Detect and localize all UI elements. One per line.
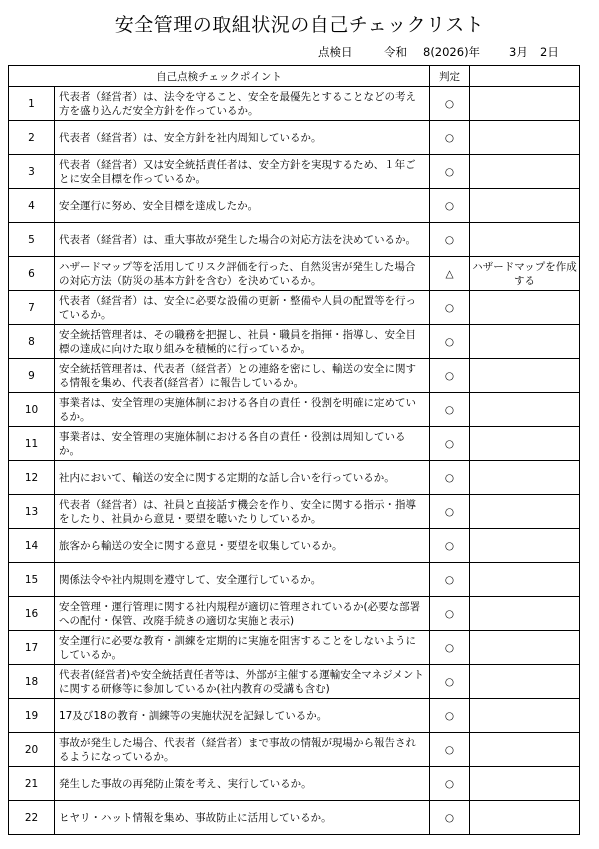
remark-cell xyxy=(470,563,580,597)
row-number: 20 xyxy=(9,733,55,767)
judge-mark: △ xyxy=(430,257,470,291)
table-row xyxy=(9,121,580,155)
remark-cell xyxy=(470,359,580,393)
header-checkpoint: 自己点検チェックポイント xyxy=(9,66,430,87)
row-number: 17 xyxy=(9,631,55,665)
checkpoint-text: 代表者（経営者）は、法令を守ること、安全を最優先とすることなどの考え方を盛り込んだ安全方針を作っているか。 xyxy=(55,87,430,121)
judge-mark: ○ xyxy=(430,427,470,461)
row-number: 14 xyxy=(9,529,55,563)
checkpoint-text: ハザードマップ等を活用してリスク評価を行った、自然災害が発生した場合の対応方法（防災の基本方針を含む）を決めているか。 xyxy=(55,257,430,291)
row-number: 3 xyxy=(9,155,55,189)
judge-mark: ○ xyxy=(430,393,470,427)
row-number: 1 xyxy=(9,87,55,121)
row-number: 22 xyxy=(9,801,55,835)
remark-cell xyxy=(470,733,580,767)
table-row xyxy=(9,529,580,563)
row-number: 10 xyxy=(9,393,55,427)
remark-cell xyxy=(470,665,580,699)
table-row xyxy=(9,155,580,189)
remark-cell xyxy=(470,393,580,427)
remark-cell xyxy=(470,189,580,223)
row-number: 16 xyxy=(9,597,55,631)
checkpoint-text: 17及び18の教育・訓練等の実施状況を記録しているか。 xyxy=(55,699,430,733)
checklist-table xyxy=(8,65,580,835)
judge-mark: ○ xyxy=(430,529,470,563)
table-row xyxy=(9,87,580,121)
judge-mark: ○ xyxy=(430,359,470,393)
judge-mark: ○ xyxy=(430,87,470,121)
remark-cell xyxy=(470,87,580,121)
judge-mark: ○ xyxy=(430,733,470,767)
header-judge: 判定 xyxy=(430,66,470,87)
row-number: 21 xyxy=(9,767,55,801)
judge-mark: ○ xyxy=(430,155,470,189)
row-number: 7 xyxy=(9,291,55,325)
row-number: 9 xyxy=(9,359,55,393)
row-number: 11 xyxy=(9,427,55,461)
judge-mark: ○ xyxy=(430,631,470,665)
remark-cell xyxy=(470,461,580,495)
table-row xyxy=(9,189,580,223)
checkpoint-text: 代表者(経営者)や安全統括責任者等は、外部が主催する運輸安全マネジメントに関する研修等に参加しているか(社内教育の受講も含む) xyxy=(55,665,430,699)
judge-mark: ○ xyxy=(430,801,470,835)
header-note xyxy=(470,66,580,87)
table-row xyxy=(9,325,580,359)
row-number: 6 xyxy=(9,257,55,291)
judge-mark: ○ xyxy=(430,563,470,597)
table-row xyxy=(9,291,580,325)
remark-cell xyxy=(470,529,580,563)
checkpoint-text: 代表者（経営者）は、社員と直接話す機会を作り、安全に関する指示・指導をしたり、社員から意見・要望を聴いたりしているか。 xyxy=(55,495,430,529)
judge-mark: ○ xyxy=(430,665,470,699)
table-row xyxy=(9,801,580,835)
checkpoint-text: 事業者は、安全管理の実施体制における各自の責任・役割を明確に定めているか。 xyxy=(55,393,430,427)
row-number: 18 xyxy=(9,665,55,699)
judge-mark: ○ xyxy=(430,325,470,359)
checkpoint-text: 代表者（経営者）は、安全に必要な設備の更新・整備や人員の配置等を行っているか。 xyxy=(55,291,430,325)
table-row xyxy=(9,393,580,427)
checkpoint-text: 社内において、輸送の安全に関する定期的な話し合いを行っているか。 xyxy=(55,461,430,495)
remark-cell xyxy=(470,427,580,461)
judge-mark: ○ xyxy=(430,699,470,733)
table-row xyxy=(9,427,580,461)
judge-mark: ○ xyxy=(430,495,470,529)
row-number: 2 xyxy=(9,121,55,155)
checkpoint-text: 安全統括管理者は、その職務を把握し、社員・職員を指揮・指導し、安全目標の達成に向けた取り組みを積極的に行っているか。 xyxy=(55,325,430,359)
table-row xyxy=(9,733,580,767)
judge-mark: ○ xyxy=(430,223,470,257)
remark-cell xyxy=(470,291,580,325)
judge-mark: ○ xyxy=(430,189,470,223)
remark-cell xyxy=(470,155,580,189)
checkpoint-text: 発生した事故の再発防止策を考え、実行しているか。 xyxy=(55,767,430,801)
checkpoint-text: 関係法令や社内規則を遵守して、安全運行しているか。 xyxy=(55,563,430,597)
row-number: 4 xyxy=(9,189,55,223)
checkpoint-text: 事業者は、安全管理の実施体制における各自の責任・役割は周知しているか。 xyxy=(55,427,430,461)
date-label: 点検日 xyxy=(318,45,353,59)
checkpoint-text: 安全運行に必要な教育・訓練を定期的に実施を阻害することをしないようにしているか。 xyxy=(55,631,430,665)
row-number: 13 xyxy=(9,495,55,529)
table-row xyxy=(9,597,580,631)
remark-cell xyxy=(470,699,580,733)
date-year: 8(2026)年 xyxy=(423,45,481,59)
row-number: 19 xyxy=(9,699,55,733)
judge-mark: ○ xyxy=(430,767,470,801)
remark-cell xyxy=(470,801,580,835)
row-number: 15 xyxy=(9,563,55,597)
date-era: 令和 xyxy=(384,45,407,59)
table-row xyxy=(9,767,580,801)
date-month: 3月 xyxy=(509,45,528,59)
judge-mark: ○ xyxy=(430,121,470,155)
row-number: 8 xyxy=(9,325,55,359)
checkpoint-text: 安全運行に努め、安全目標を達成したか。 xyxy=(55,189,430,223)
judge-mark: ○ xyxy=(430,291,470,325)
table-row xyxy=(9,699,580,733)
checkpoint-text: 代表者（経営者）は、重大事故が発生した場合の対応方法を決めているか。 xyxy=(55,223,430,257)
table-row xyxy=(9,257,580,291)
checkpoint-text: 旅客から輸送の安全に関する意見・要望を収集しているか。 xyxy=(55,529,430,563)
judge-mark: ○ xyxy=(430,597,470,631)
table-row xyxy=(9,461,580,495)
checkpoint-text: 安全管理・運行管理に関する社内規程が適切に管理されているか(必要な部署への配付・保管、改廃手続きの適切な実施と表示) xyxy=(55,597,430,631)
remark-cell: ハザードマップを作成する xyxy=(470,257,580,291)
row-number: 5 xyxy=(9,223,55,257)
table-row xyxy=(9,631,580,665)
checkpoint-text: 安全統括管理者は、代表者（経営者）との連絡を密にし、輸送の安全に関する情報を集め、代表者(経営者）に報告しているか。 xyxy=(55,359,430,393)
checkpoint-text: 代表者（経営者）又は安全統括責任者は、安全方針を実現するため、１年ごとに安全目標を作っているか。 xyxy=(55,155,430,189)
remark-cell xyxy=(470,121,580,155)
checkpoint-text: ヒヤリ・ハット情報を集め、事故防止に活用しているか。 xyxy=(55,801,430,835)
table-row xyxy=(9,665,580,699)
remark-cell xyxy=(470,597,580,631)
table-row xyxy=(9,563,580,597)
table-row xyxy=(9,359,580,393)
table-row xyxy=(9,495,580,529)
date-day: 2日 xyxy=(540,45,559,59)
remark-cell xyxy=(470,223,580,257)
remark-cell xyxy=(470,767,580,801)
checkpoint-text: 代表者（経営者）は、安全方針を社内周知しているか。 xyxy=(55,121,430,155)
table-row xyxy=(9,223,580,257)
judge-mark: ○ xyxy=(430,461,470,495)
checkpoint-text: 事故が発生した場合、代表者（経営者）まで事故の情報が現場から報告されるようになっているか。 xyxy=(55,733,430,767)
table-header-row xyxy=(9,66,580,87)
remark-cell xyxy=(470,325,580,359)
remark-cell xyxy=(470,495,580,529)
page-title: 安全管理の取組状況の自己チェックリスト xyxy=(114,14,485,36)
remark-cell xyxy=(470,631,580,665)
row-number: 12 xyxy=(9,461,55,495)
